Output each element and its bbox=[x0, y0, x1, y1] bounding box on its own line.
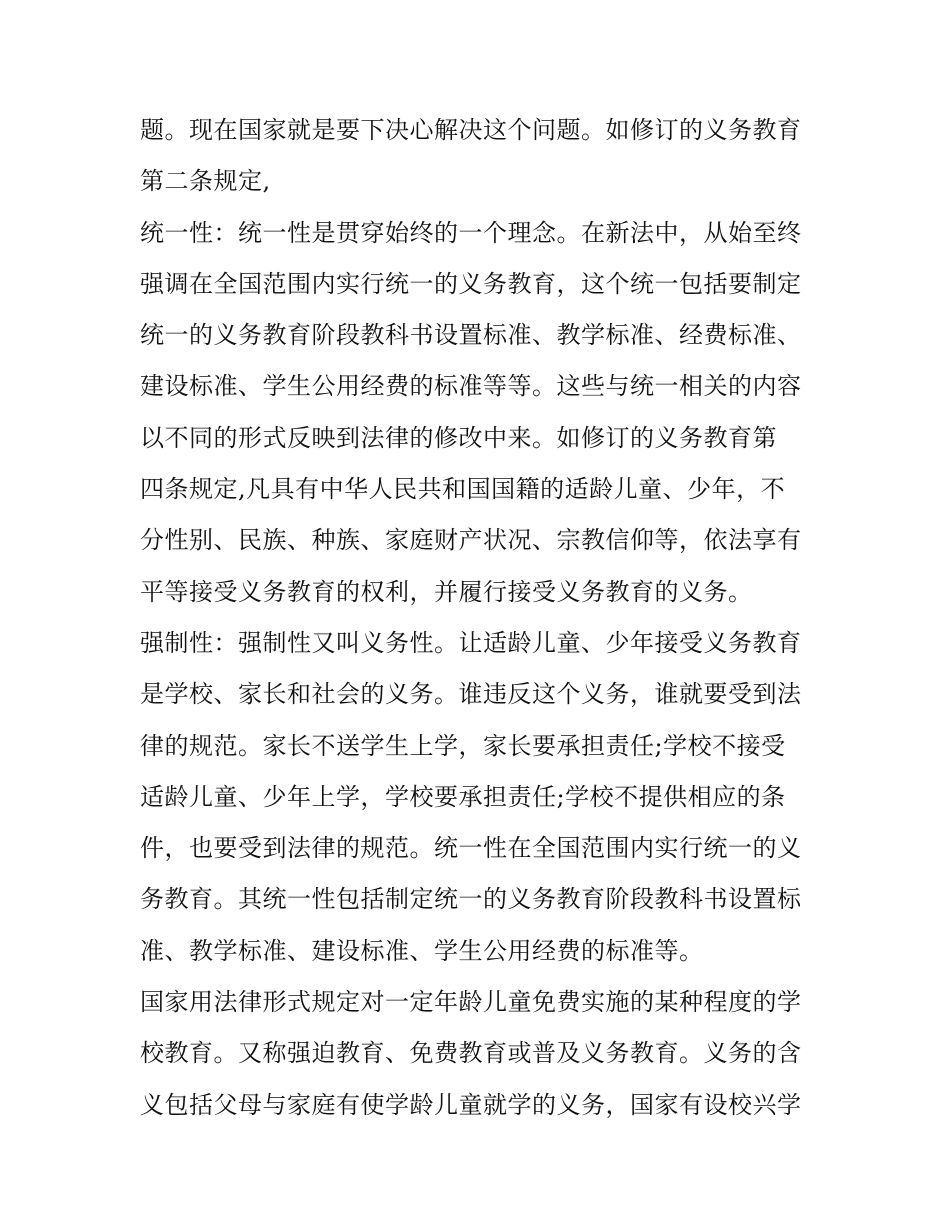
text-line: 是学校、家长和社会的义务。谁违反这个义务，谁就要受到法 bbox=[140, 680, 802, 709]
text-line: 义包括父母与家庭有使学龄儿童就学的义务，国家有设校兴学 bbox=[140, 1090, 802, 1119]
text-line: 以不同的形式反映到法律的修改中来。如修订的义务教育第 bbox=[140, 423, 777, 452]
text-line: 适龄儿童、少年上学，学校要承担责任;学校不提供相应的条 bbox=[140, 782, 786, 811]
text-line: 统一的义务教育阶段教科书设置标准、教学标准、经费标准、 bbox=[140, 321, 802, 350]
text-line: 强调在全国范围内实行统一的义务教育，这个统一包括要制定 bbox=[140, 269, 802, 298]
text-line: 律的规范。家长不送学生上学，家长要承担责任;学校不接受 bbox=[140, 731, 786, 760]
text-line: 准、教学标准、建设标准、学生公用经费的标准等。 bbox=[140, 936, 704, 965]
text-line: 第二条规定, bbox=[140, 167, 271, 196]
text-line: 强制性：强制性又叫义务性。让适龄儿童、少年接受义务教育 bbox=[140, 628, 802, 657]
text-line: 题。现在国家就是要下决心解决这个问题。如修订的义务教育 bbox=[140, 116, 802, 144]
text-line: 件，也要受到法律的规范。统一性在全国范围内实行统一的义 bbox=[140, 834, 802, 863]
text-line: 平等接受义务教育的权利，并履行接受义务教育的义务。 bbox=[140, 577, 753, 606]
text-line: 务教育。其统一性包括制定统一的义务教育阶段教科书设置标 bbox=[140, 885, 802, 914]
body-text bbox=[140, 105, 820, 1131]
text-line: 国家用法律形式规定对一定年龄儿童免费实施的某种程度的学 bbox=[140, 988, 802, 1017]
text-line: 校教育。又称强迫教育、免费教育或普及义务教育。义务的含 bbox=[140, 1039, 802, 1068]
text-line: 分性别、民族、种族、家庭财产状况、宗教信仰等，依法享有 bbox=[140, 526, 802, 555]
text-line: 四条规定,凡具有中华人民共和国国籍的适龄儿童、少年，不 bbox=[140, 475, 786, 504]
text-line: 建设标准、学生公用经费的标准等等。这些与统一相关的内容 bbox=[140, 372, 802, 401]
text-line: 统一性：统一性是贯穿始终的一个理念。在新法中，从始至终 bbox=[140, 218, 802, 247]
